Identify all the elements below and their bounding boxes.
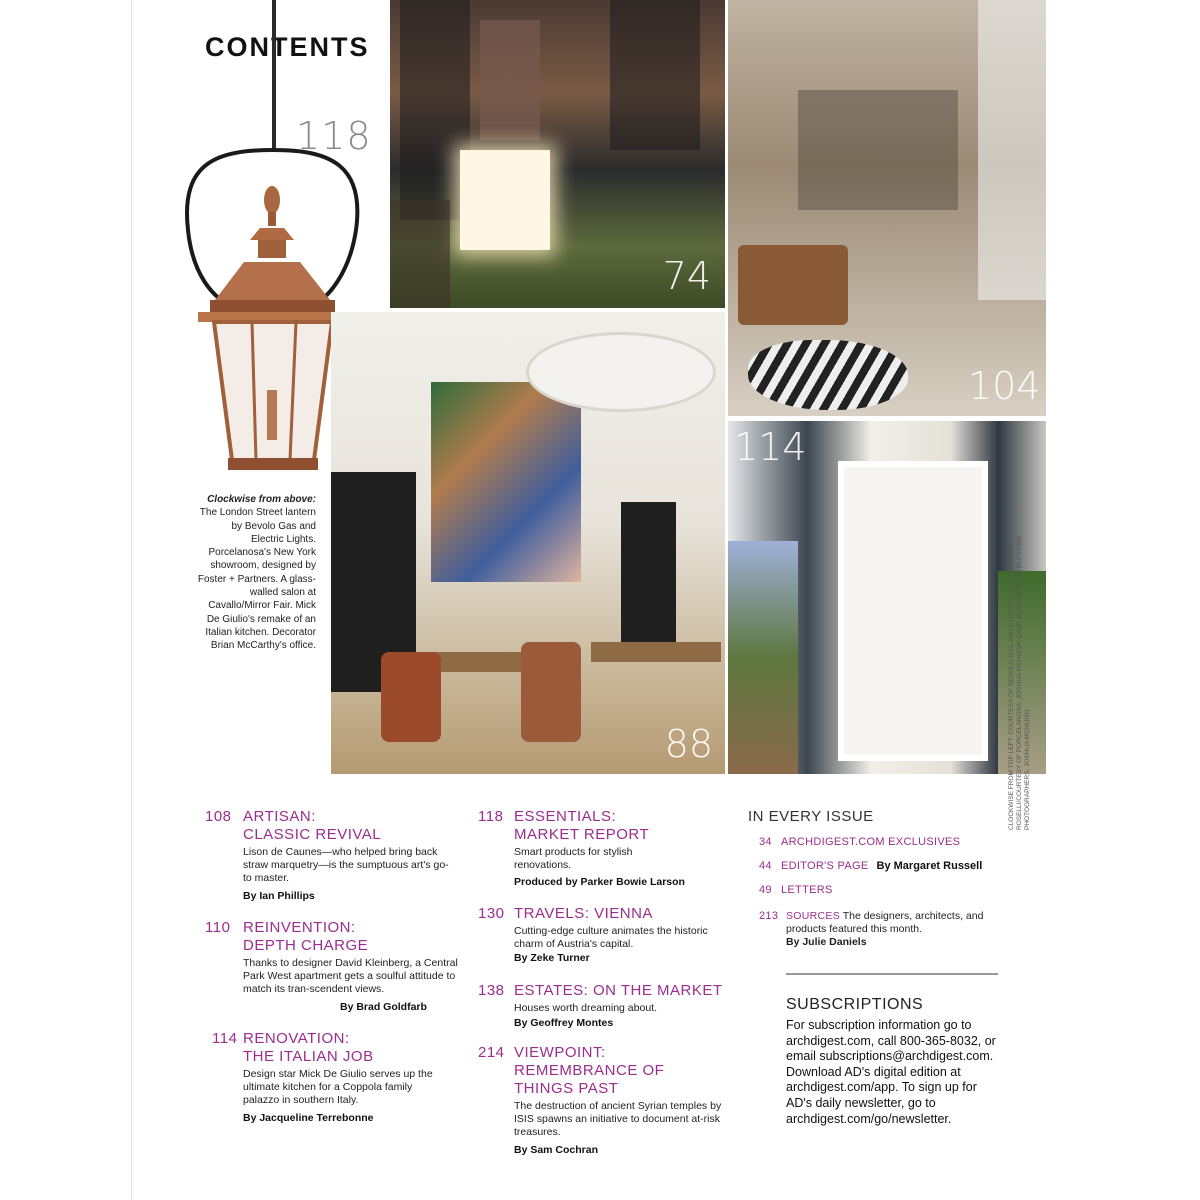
issue-item-page: 49	[759, 884, 772, 896]
kitchen-photo	[728, 421, 1046, 774]
issue-item-page: 34	[759, 836, 772, 848]
entry-byline: By Ian Phillips	[243, 890, 315, 902]
salon-photo	[728, 0, 1046, 416]
entry-heading: VIEWPOINT:	[514, 1044, 606, 1061]
entry-byline: Produced by Parker Bowie Larson	[514, 876, 685, 888]
issue-item-page: 213	[759, 910, 779, 922]
entry-byline: By Brad Goldfarb	[340, 1001, 427, 1013]
entry-description: Houses worth dreaming about.	[514, 1002, 657, 1014]
entry-heading: ESTATES: ON THE MARKET	[514, 982, 723, 999]
entry-page-number: 108	[205, 808, 232, 825]
contents-entry[interactable]	[478, 982, 748, 1032]
photo-credits: CLOCKWISE FROM TOP LEFT: COURTESY OF BEVOLO GAS AND ELECTRIC LIGHTS; PAOLO ROSELLI/COURTESY OF PORCELANOSA; JOSHUA MCHUGH; DAVE BURK/HEDRICH BLESSING PHOTOGRAPHERS; JOSHUA MCHUGH	[1008, 535, 1031, 830]
page-number-118: 118	[296, 114, 372, 158]
contents-entry[interactable]	[212, 1030, 482, 1130]
entry-page-number: 214	[478, 1044, 505, 1061]
entry-page-number: 114	[212, 1030, 238, 1047]
entry-byline: By Geoffrey Montes	[514, 1017, 614, 1029]
entry-heading: RENOVATION:	[243, 1030, 350, 1047]
entry-heading: TRAVELS: VIENNA	[514, 905, 653, 922]
contents-entry[interactable]	[478, 808, 748, 890]
page-number-88: 88	[664, 722, 713, 766]
issue-item-byline: By Margaret Russell	[876, 860, 983, 872]
entry-byline: By Sam Cochran	[514, 1144, 599, 1156]
entry-byline: By Jacqueline Terrebonne	[243, 1112, 374, 1124]
photo-caption	[196, 493, 316, 653]
page-title: CONTENTS	[205, 32, 370, 62]
page-edge	[131, 0, 132, 1200]
entry-page-number: 138	[478, 982, 505, 999]
issue-item-label: SOURCES	[786, 910, 841, 922]
entry-heading: ESSENTIALS:	[514, 808, 617, 825]
entry-byline: By Zeke Turner	[514, 952, 590, 964]
contents-entry[interactable]	[478, 1044, 748, 1164]
entry-page-number: 130	[478, 905, 505, 922]
divider	[786, 973, 998, 975]
in-every-issue-title: IN EVERY ISSUE	[748, 808, 874, 825]
office-photo	[331, 312, 725, 774]
issue-item-label: LETTERS	[781, 884, 833, 896]
contents-entry[interactable]	[205, 808, 475, 908]
issue-item-description: The designers, architects, and products featured this month.	[786, 910, 984, 935]
entry-heading: MARKET REPORT	[514, 826, 650, 843]
contents-entry[interactable]	[478, 905, 748, 965]
caption-lead: Clockwise from above:	[207, 494, 316, 505]
issue-item-byline: By Julie Daniels	[786, 936, 867, 948]
page-number-104: 104	[968, 364, 1041, 408]
entry-heading: DEPTH CHARGE	[243, 937, 369, 954]
entry-description: Lison de Caunes—who helped bring back straw marquetry—is the sumptuous art's go-to master.	[243, 846, 449, 884]
entry-description: Thanks to designer David Kleinberg, a Central Park West apartment gets a soulful attitude to match its tran-scendent views.	[243, 957, 458, 995]
entry-page-number: 118	[478, 808, 504, 825]
issue-item-label: EDITOR'S PAGE	[781, 860, 869, 872]
issue-item-label: ARCHDIGEST.COM EXCLUSIVES	[781, 836, 961, 848]
page-number-114: 114	[734, 425, 807, 469]
entry-heading: REMEMBRANCE OF	[514, 1062, 665, 1079]
contents-entry[interactable]	[205, 919, 475, 1019]
issue-item[interactable]	[759, 860, 982, 872]
entry-heading: REINVENTION:	[243, 919, 356, 936]
showroom-photo	[390, 0, 725, 308]
entry-description: Smart products for stylish renovations.	[514, 846, 633, 871]
entry-page-number: 110	[205, 919, 231, 936]
entry-description: Cutting-edge culture animates the historic charm of Austria's capital.	[514, 925, 708, 950]
entry-heading: CLASSIC REVIVAL	[243, 826, 382, 843]
entry-heading: THE ITALIAN JOB	[243, 1048, 374, 1065]
entry-heading: ARTISAN:	[243, 808, 316, 825]
issue-item-page: 44	[759, 860, 772, 872]
subscriptions-title: SUBSCRIPTIONS	[786, 996, 924, 1013]
entry-description: Design star Mick De Giulio serves up the ultimate kitchen for a Coppola family palazzo in southern Italy.	[243, 1068, 433, 1106]
issue-item[interactable]	[759, 836, 960, 848]
page-number-74: 74	[662, 254, 711, 298]
entry-heading: THINGS PAST	[514, 1080, 619, 1097]
issue-item-sources[interactable]	[786, 910, 996, 949]
caption-text: The London Street lantern by Bevolo Gas and Electric Lights. Porcelanosa's New York showroom, designed by Foster + Partners. A glass-walled salon at Cavallo/Mirror Fair. Mick De Giulio's remake of an Italian kitchen. Decorator Brian McCarthy's office.	[197, 507, 316, 652]
entry-description: The destruction of ancient Syrian temples by ISIS spawns an initiative to document at-risk treasures.	[514, 1100, 722, 1138]
subscriptions-text: For subscription information go to archdigest.com, call 800-365-8032, or email subscriptions@archdigest.com. Download AD's digital edition at archdigest.com/app. To sign up for AD's daily newsletter, go to archdigest.com/go/newsletter.	[786, 1018, 996, 1126]
issue-item[interactable]	[759, 884, 833, 896]
